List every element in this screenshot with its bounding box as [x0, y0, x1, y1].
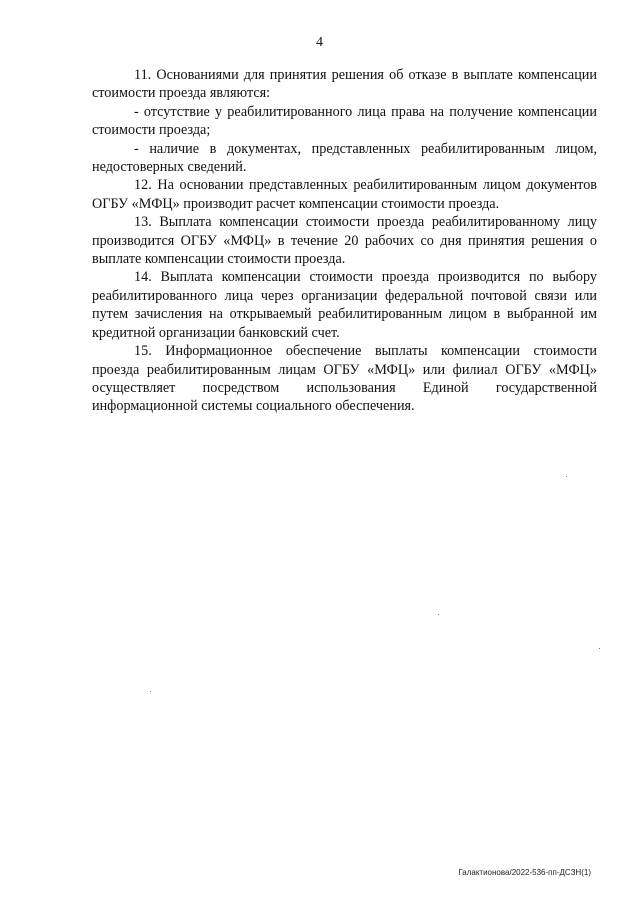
paragraph-13: 13. Выплата компенсации стоимости проезда реабилитированному лицу производится ОГБУ «МФЦ» в течение 20 рабочих со дня принятия решения о выплате компенсации стоимости проезда. — [92, 214, 597, 268]
scan-speck — [599, 648, 600, 649]
paragraph-11-item-1: - отсутствие у реабилитированного лица права на получение компенсации стоимости проезда; — [92, 103, 597, 139]
scan-speck — [438, 614, 439, 615]
document-footer-code: Галактионова/2022-536-пп-ДСЗН(1) — [458, 868, 591, 877]
paragraph-12: 12. На основании представленных реабилитированным лицом документов ОГБУ «МФЦ» производит расчет компенсации стоимости проезда. — [92, 177, 597, 212]
scan-speck — [566, 476, 567, 477]
paragraph-11-item-2: - наличие в документах, представленных реабилитированным лицом, недостоверных сведений. — [92, 140, 597, 176]
page-number: 4 — [316, 35, 323, 50]
paragraph-14: 14. Выплата компенсации стоимости проезда производится по выбору реабилитированного лица через организации федеральной почтовой связи или путем зачисления на открываемый реабилитированным лицом в выбранной им кредитной организации банковский счет. — [92, 269, 597, 341]
document-body — [92, 66, 597, 416]
paragraph-15: 15. Информационное обеспечение выплаты компенсации стоимости проезда реабилитированным лицам ОГБУ «МФЦ» или филиал ОГБУ «МФЦ» осуществляет посредством использования Единой государственной информационной системы социального обеспечения. — [92, 343, 597, 415]
scan-speck — [150, 691, 151, 692]
paragraph-11: 11. Основаниями для принятия решения об отказе в выплате компенсации стоимости проезда являются: — [92, 67, 597, 102]
